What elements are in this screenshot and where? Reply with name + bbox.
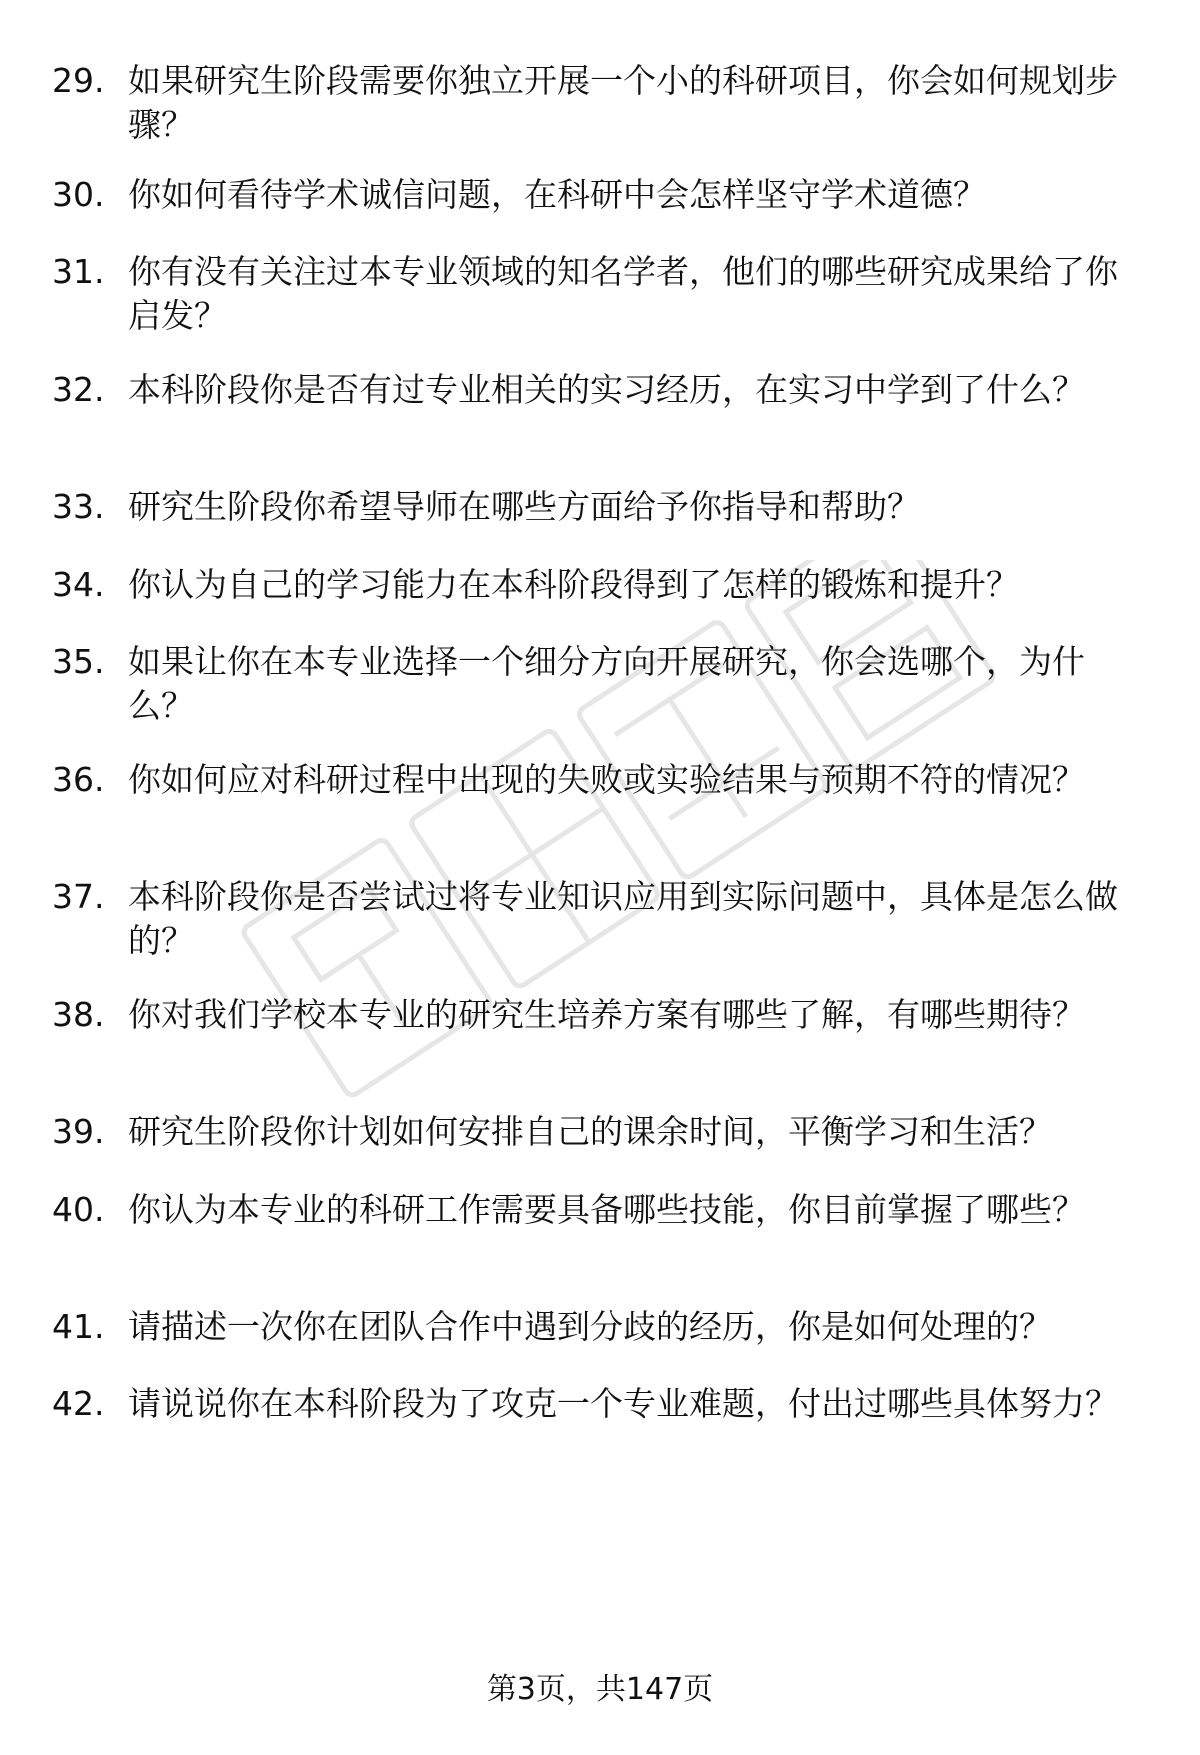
question-item (52, 1305, 1152, 1349)
question-text: 你对我们学校本专业的研究生培养方案有哪些了解，有哪些期待？ (128, 995, 1085, 1034)
question-number: 32. (52, 370, 105, 409)
question-text: 研究生阶段你希望导师在哪些方面给予你指导和帮助？ (128, 487, 920, 526)
question-item (52, 875, 1152, 963)
question-text: 请说说你在本科阶段为了攻克一个专业难题，付出过哪些具体努力？ (128, 1384, 1118, 1423)
question-item (52, 563, 1152, 607)
question-number: 42. (52, 1384, 105, 1423)
question-item (52, 993, 1152, 1037)
question-number: 41. (52, 1307, 105, 1346)
question-text: 你如何应对科研过程中出现的失败或实验结果与预期不符的情况？ (128, 760, 1085, 799)
question-item (52, 640, 1152, 728)
question-number: 33. (52, 487, 105, 526)
question-item (52, 173, 1152, 217)
question-text: 如果让你在本专业选择一个细分方向开展研究，你会选哪个，为什么？ (128, 642, 1085, 725)
question-item (52, 250, 1152, 338)
question-number: 37. (52, 877, 105, 916)
question-item (52, 368, 1152, 412)
question-text: 你如何看待学术诚信问题，在科研中会怎样坚守学术道德？ (128, 175, 986, 214)
question-number: 31. (52, 252, 105, 291)
question-text: 本科阶段你是否有过专业相关的实习经历，在实习中学到了什么？ (128, 370, 1085, 409)
question-text: 你认为自己的学习能力在本科阶段得到了怎样的锻炼和提升？ (128, 565, 1019, 604)
question-number: 35. (52, 642, 105, 681)
question-item (52, 1382, 1152, 1426)
question-text: 你有没有关注过本专业领域的知名学者，他们的哪些研究成果给了你启发？ (128, 252, 1118, 335)
question-text: 你认为本专业的科研工作需要具备哪些技能，你目前掌握了哪些？ (128, 1190, 1085, 1229)
question-text: 本科阶段你是否尝试过将专业知识应用到实际问题中，具体是怎么做的？ (128, 877, 1118, 960)
question-number: 30. (52, 175, 105, 214)
question-item (52, 485, 1152, 529)
question-number: 40. (52, 1190, 105, 1229)
question-text: 请描述一次你在团队合作中遇到分歧的经历，你是如何处理的？ (128, 1307, 1052, 1346)
page-number-footer: 第3页，共147页 (486, 1672, 714, 1707)
question-number: 34. (52, 565, 105, 604)
question-text: 研究生阶段你计划如何安排自己的课余时间，平衡学习和生活？ (128, 1112, 1052, 1151)
question-item (52, 59, 1152, 147)
question-item (52, 758, 1152, 802)
question-number: 38. (52, 995, 105, 1034)
question-number: 36. (52, 760, 105, 799)
question-number: 29. (52, 61, 105, 100)
question-item (52, 1188, 1152, 1232)
question-text: 如果研究生阶段需要你独立开展一个小的科研项目，你会如何规划步骤？ (128, 61, 1118, 144)
question-number: 39. (52, 1112, 105, 1151)
question-item (52, 1110, 1152, 1154)
